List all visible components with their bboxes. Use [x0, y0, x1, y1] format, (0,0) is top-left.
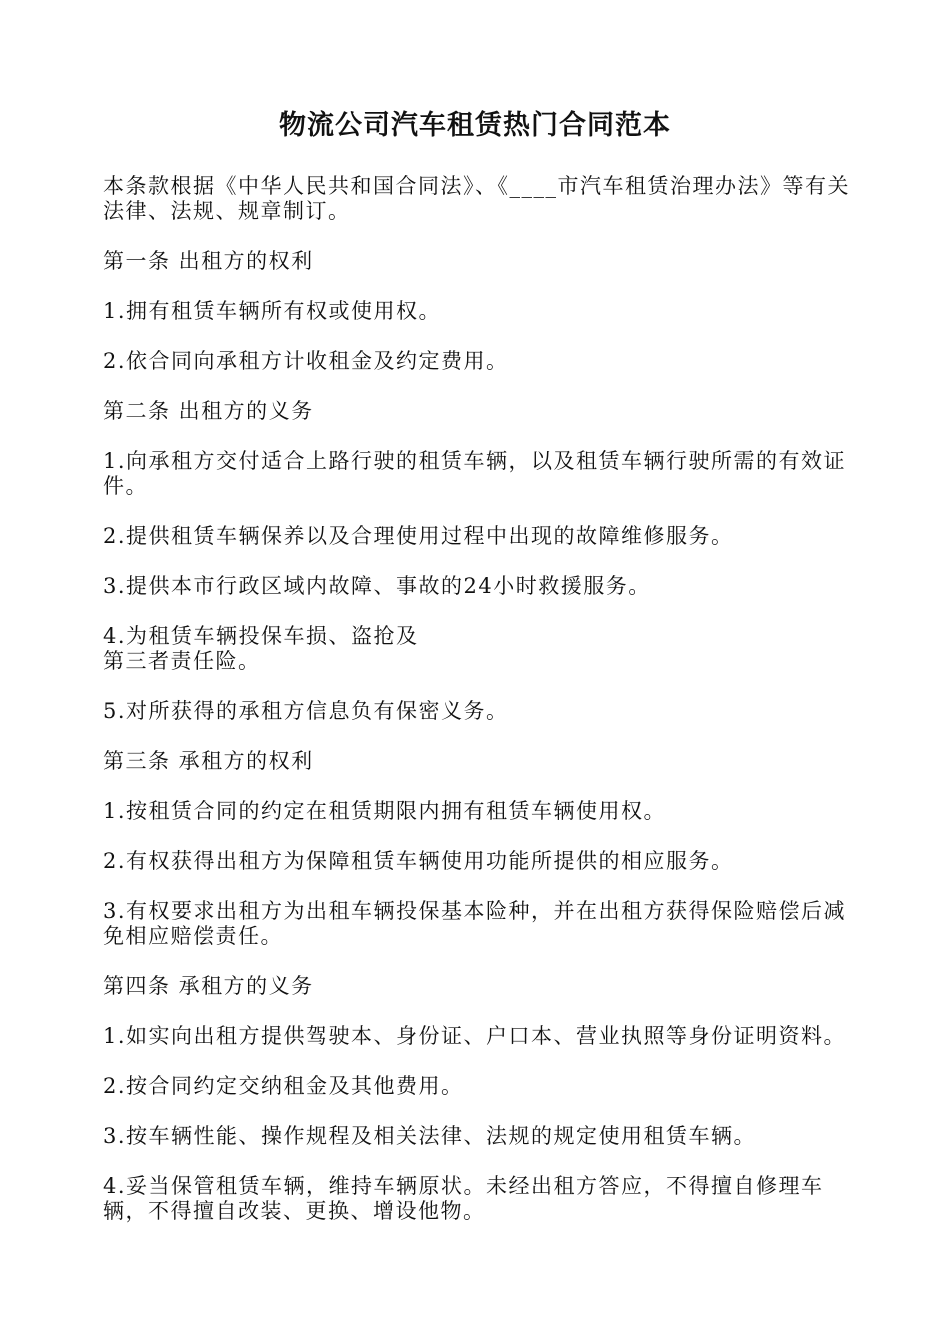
- article-2-item-2: 2.提供租赁车辆保养以及合理使用过程中出现的故障维修服务。: [103, 524, 734, 548]
- document-body: [103, 174, 851, 1249]
- article-3-heading: 第三条 承租方的权利: [103, 749, 314, 773]
- article-4-item-4: 4.妥当保管租赁车辆，维持车辆原状。未经出租方答应，不得擅自修理车辆，不得擅自改装、更换、增设他物。: [103, 1174, 824, 1223]
- article-1-heading: 第一条 出租方的权利: [103, 249, 314, 273]
- article-2-item-1: 1.向承租方交付适合上路行驶的租赁车辆，以及租赁车辆行驶所需的有效证件。: [103, 449, 847, 498]
- article-2-heading: 第二条 出租方的义务: [103, 399, 314, 423]
- article-2-item-5: 5.对所获得的承租方信息负有保密义务。: [103, 699, 509, 723]
- article-2-item-3: 3.提供本市行政区域内故障、事故的24小时救援服务。: [103, 574, 651, 598]
- article-2-item-4: 4.为租赁车辆投保车损、盗抢及 第三者责任险。: [103, 624, 419, 673]
- article-3-item-1: 1.按租赁合同的约定在租赁期限内拥有租赁车辆使用权。: [103, 799, 667, 823]
- preamble-paragraph: 本条款根据《中华人民共和国合同法》、《____市汽车租赁治理办法》等有关法律、法规、规章制订。: [103, 174, 850, 223]
- article-4-item-3: 3.按车辆性能、操作规程及相关法律、法规的规定使用租赁车辆。: [103, 1124, 757, 1148]
- article-4-heading: 第四条 承租方的义务: [103, 974, 314, 998]
- article-3-item-3: 3.有权要求出租方为出租车辆投保基本险种，并在出租方获得保险赔偿后减免相应赔偿责任。: [103, 899, 847, 948]
- document-title: 物流公司汽车租赁热门合同范本: [279, 110, 671, 141]
- article-3-item-2: 2.有权获得出租方为保障租赁车辆使用功能所提供的相应服务。: [103, 849, 734, 873]
- article-1-item-1: 1.拥有租赁车辆所有权或使用权。: [103, 299, 442, 323]
- article-1-item-2: 2.依合同向承租方计收租金及约定费用。: [103, 349, 509, 373]
- article-4-item-2: 2.按合同约定交纳租金及其他费用。: [103, 1074, 464, 1098]
- article-4-item-1: 1.如实向出租方提供驾驶本、身份证、户口本、营业执照等身份证明资料。: [103, 1024, 847, 1048]
